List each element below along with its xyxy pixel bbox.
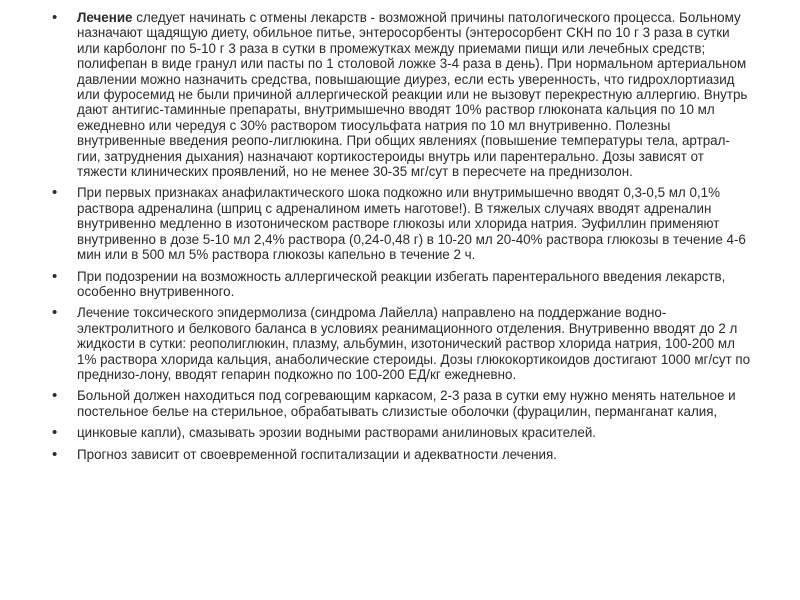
- paragraph-text: При подозрении на возможность аллергической реакции избегать парентерального введения лекарств, особенно внутривенного.: [77, 268, 726, 299]
- paragraph-text: Прогноз зависит от своевременной госпитализации и адекватности лечения.: [77, 446, 557, 462]
- paragraph-text: При первых признаках анафилактического шока подкожно или внутримышечно вводят 0,3-0,5 мл 0,1% раствора адреналина (шприц с адреналином иметь наготове!). В тяжелых случаях вводят адреналин внутривенно медленно в изотоническом растворе глюкозы или хлорида натрия. Эуфиллин применяют внутривенно в дозе 5-10 мл 2,4% раствора (0,24-0,48 г) в 10-20 мл 20-40% раствора глюкозы в течение 4-6 мин или в 500 мл 5% раствора глюкозы капельно в течение 2 ч.: [77, 185, 746, 263]
- treatment-heading: Лечение: [77, 10, 133, 25]
- list-item: [52, 388, 752, 419]
- paragraph-text: Больной должен находиться под согревающим каркасом, 2-3 раза в сутки ему нужно менять нательное и постельное белье на стерильное, обрабатывать слизистые оболочки (фурацилин, перманганат калия,: [77, 388, 736, 419]
- paragraph-text: Лечение токсического эпидермолиза (синдрома Лайелла) направлено на поддержание водно-электролитного и белкового баланса в условиях реанимационного отделения. Внутривенно вводят до 2 л жидкости в сутки: реополиглюкин, плазму, альбумин, изотонический раствор хлорида натрия, 100-200 мл 1% раствора хлорида кальция, анаболические стероиды. Дозы глюкокортикоидов достигают 1000 мг/сут по преднизо-лону, вводят гепарин подкожно по 100-200 ЕД/кг ежедневно.: [77, 305, 751, 382]
- list-item: [52, 185, 752, 262]
- list-item: [52, 10, 752, 179]
- list-item: [52, 269, 752, 300]
- list-item: [52, 447, 752, 462]
- document-body: [52, 10, 752, 468]
- paragraph-text: цинковые капли), смазывать эрозии водными растворами анилиновых красителей.: [77, 425, 597, 441]
- paragraph-text: следует начинать с отмены лекарств - возможной причины патологического процесса. Больному назначают щадящую диету, обильное питье, энтеросорбенты (энтеросорбент СКН по 10 г 3 раза в сутки или карболонг по 5-10 г 3 раза в сутки в промежутках между приемами пищи или лечебных средств; полифепан в виде гранул или пасты по 1 столовой ложке 3-4 раза в день). При нормальном артериальном давлении можно назначить средства, повышающие диурез, если есть уверенность, что гидрохлортиазид или фуросемид не были причиной аллергической реакции или не вызовут перекрестную аллергию. Внутрь дают антигис-таминные препараты, внутримышечно вводят 10% раствор глюконата кальция по 10 мл ежедневно или чередуя с 30% раствором тиосульфата натрия по 10 мл внутривенно. Полезны внутривенные введения реопо-лиглюкина. При общих явлениях (повышение температуры тела, артрал-гии, затруднения дыхания) назначают кортикостероиды внутрь или парентерально. Дозы зависят от тяжести клинических проявлений, но не менее 30-35 мг/сут в пересчете на преднизолон.: [77, 10, 748, 180]
- list-item: [52, 305, 752, 382]
- list-item: [52, 425, 752, 440]
